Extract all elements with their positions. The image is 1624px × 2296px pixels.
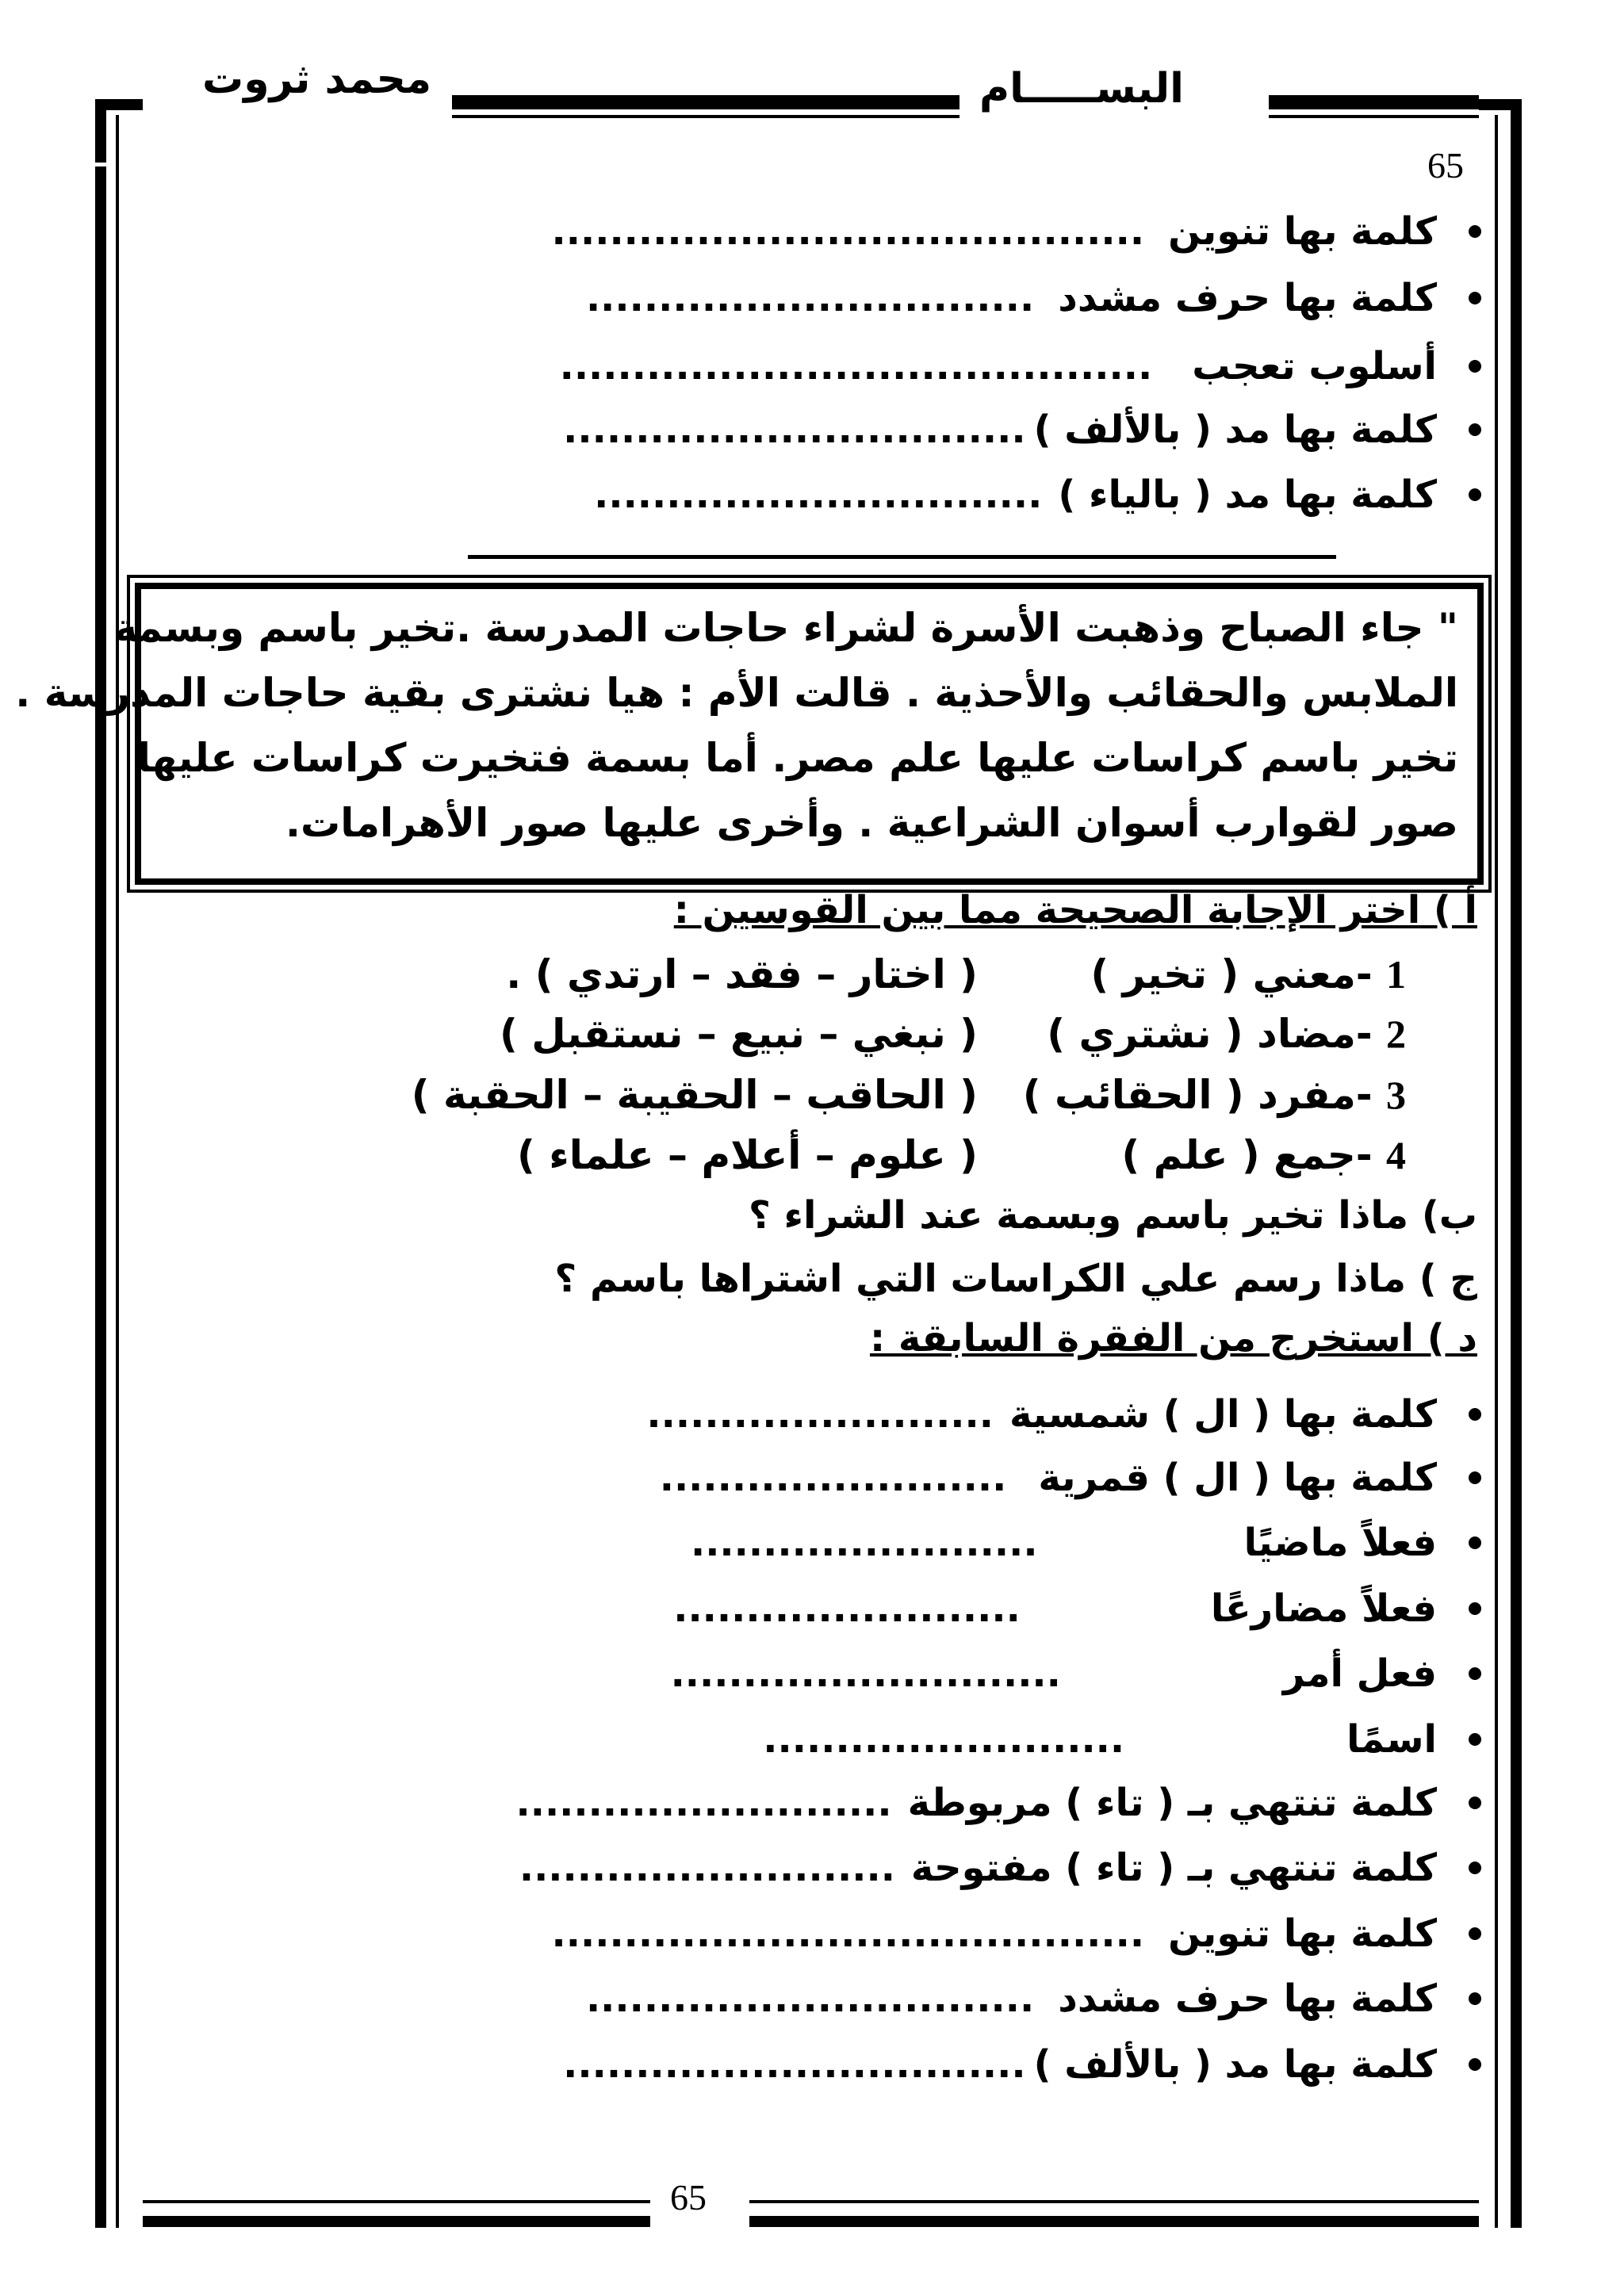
list-item <box>551 209 1482 254</box>
section-divider <box>468 555 1336 559</box>
item-label: كلمة بها مد ( بالألف ) <box>1033 2042 1437 2087</box>
answer-blank[interactable]: ........................ <box>646 1392 994 1437</box>
question-a-options: ( الحاقب – الحقيبة – الحقبة ) <box>411 1072 978 1118</box>
item-label: كلمة بها تنوين <box>1168 209 1437 254</box>
question-a-item: 3 -مفرد ( الحقائب ) <box>1022 1072 1406 1118</box>
bullet-icon <box>1469 1992 1481 2005</box>
question-a-item: 1 -معني ( تخير ) <box>1090 951 1406 997</box>
bullet-icon <box>1469 1602 1481 1615</box>
header-author: محمد ثروت <box>202 55 432 103</box>
bullet-icon <box>1469 225 1481 238</box>
answer-blank[interactable]: ......................................... <box>551 209 1145 254</box>
list-item <box>563 408 1481 452</box>
bullet-icon <box>1469 488 1481 501</box>
item-label: كلمة تنتهي بـ ( تاء ) مفتوحة <box>910 1846 1437 1890</box>
answer-blank[interactable]: .......................... <box>519 1846 895 1890</box>
list-item <box>563 2042 1481 2087</box>
answer-blank[interactable]: ......................................... <box>559 344 1153 388</box>
passage-line: " جاء الصباح وذهبت الأسرة لشراء حاجات المدرسة .تخير باسم وبسمة <box>113 605 1458 651</box>
page-number-bottom: 65 <box>670 2177 707 2218</box>
list-item <box>690 1521 1481 1565</box>
item-label: فعلاً مضارعًا <box>1210 1586 1437 1631</box>
item-label: كلمة بها حرف مشدد <box>1058 1976 1437 2021</box>
passage-box <box>15 583 1484 885</box>
answer-blank[interactable]: ......................... <box>763 1717 1125 1762</box>
list-item <box>585 1976 1481 2021</box>
answer-blank[interactable]: .......................... <box>515 1781 892 1825</box>
list-item <box>594 473 1481 517</box>
item-label: أسلوب تعجب <box>1192 344 1437 388</box>
answer-blank[interactable]: ................................ <box>563 408 1026 452</box>
list-item <box>670 1651 1481 1696</box>
passage-line: صور لقوارب أسوان الشراعية . وأخرى عليها صور الأهرامات. <box>285 800 1458 846</box>
item-label: كلمة تنتهي بـ ( تاء ) مربوطة <box>907 1781 1437 1825</box>
bullet-icon <box>1469 360 1481 373</box>
answer-blank[interactable]: ........................ <box>673 1586 1021 1631</box>
passage-line: الملابس والحقائب والأحذية . قالت الأم : هيا نشترى بقية حاجات المدرسة . <box>15 670 1458 716</box>
bullet-icon <box>1469 1667 1481 1680</box>
question-d-title: د ) استخرج من الفقرة السابقة : <box>869 1316 1477 1360</box>
header-title: البســـــام <box>979 65 1184 113</box>
answer-blank[interactable]: ............................... <box>585 276 1035 320</box>
item-label: كلمة بها حرف مشدد <box>1058 276 1437 320</box>
bullet-icon <box>1469 2058 1481 2071</box>
list-item <box>673 1586 1481 1631</box>
bullet-icon <box>1469 1471 1481 1484</box>
bullet-icon <box>1469 1862 1481 1874</box>
item-label: كلمة بها مد ( بالياء ) <box>1058 473 1437 517</box>
bullet-icon <box>1469 1797 1481 1809</box>
item-label: كلمة بها ( ال ) شمسية <box>1009 1392 1437 1437</box>
answer-blank[interactable]: ........................ <box>690 1521 1038 1565</box>
list-item <box>559 344 1481 388</box>
item-label: فعلاً ماضيًا <box>1243 1521 1437 1565</box>
answer-blank[interactable]: ........................ <box>659 1456 1007 1500</box>
answer-blank[interactable]: ......................................... <box>551 1911 1145 1956</box>
bullet-icon <box>1469 1927 1481 1940</box>
bullet-icon <box>1469 1733 1481 1746</box>
list-item <box>646 1392 1481 1437</box>
item-label: كلمة بها ( ال ) قمرية <box>1038 1456 1437 1500</box>
question-a-options: ( اختار – فقد – ارتدي ) . <box>506 951 978 997</box>
question-a-item: 4 -جمع ( علم ) <box>1121 1132 1406 1178</box>
answer-blank[interactable]: ............................... <box>594 473 1043 517</box>
item-label: كلمة بها مد ( بالألف ) <box>1033 408 1437 452</box>
answer-blank[interactable]: ............................... <box>585 1976 1035 2021</box>
list-item <box>519 1846 1481 1890</box>
answer-blank[interactable]: ........................... <box>670 1651 1061 1696</box>
list-item <box>659 1456 1481 1500</box>
item-label: اسمًا <box>1346 1717 1437 1762</box>
bullet-icon <box>1469 1536 1481 1549</box>
question-a-options: ( نبغي – نبيع – نستقبل ) <box>500 1011 978 1057</box>
list-item <box>551 1911 1482 1956</box>
bullet-icon <box>1469 423 1481 436</box>
page-number-top: 65 <box>1427 145 1464 186</box>
bullet-icon <box>1469 292 1481 304</box>
question-b: ب) ماذا تخير باسم وبسمة عند الشراء ؟ <box>748 1193 1477 1238</box>
bullet-icon <box>1469 1408 1481 1421</box>
answer-blank[interactable]: ................................ <box>563 2042 1026 2087</box>
list-item <box>515 1781 1481 1825</box>
list-item <box>763 1717 1481 1762</box>
question-a-item: 2 -مضاد ( نشتري ) <box>1047 1011 1406 1057</box>
question-c: ج ) ماذا رسم علي الكراسات التي اشتراها باسم ؟ <box>554 1257 1477 1301</box>
item-label: فعل أمر <box>1282 1651 1437 1696</box>
question-a-title: أ ) اختر الإجابة الصحيحة مما بين القوسين : <box>673 888 1477 932</box>
item-label: كلمة بها تنوين <box>1168 1911 1437 1956</box>
question-a-options: ( علوم – أعلام – علماء ) <box>516 1132 978 1178</box>
list-item <box>585 276 1481 320</box>
passage-line: تخير باسم كراسات عليها علم مصر. أما بسمة فتخيرت كراسات عليها <box>136 735 1458 781</box>
